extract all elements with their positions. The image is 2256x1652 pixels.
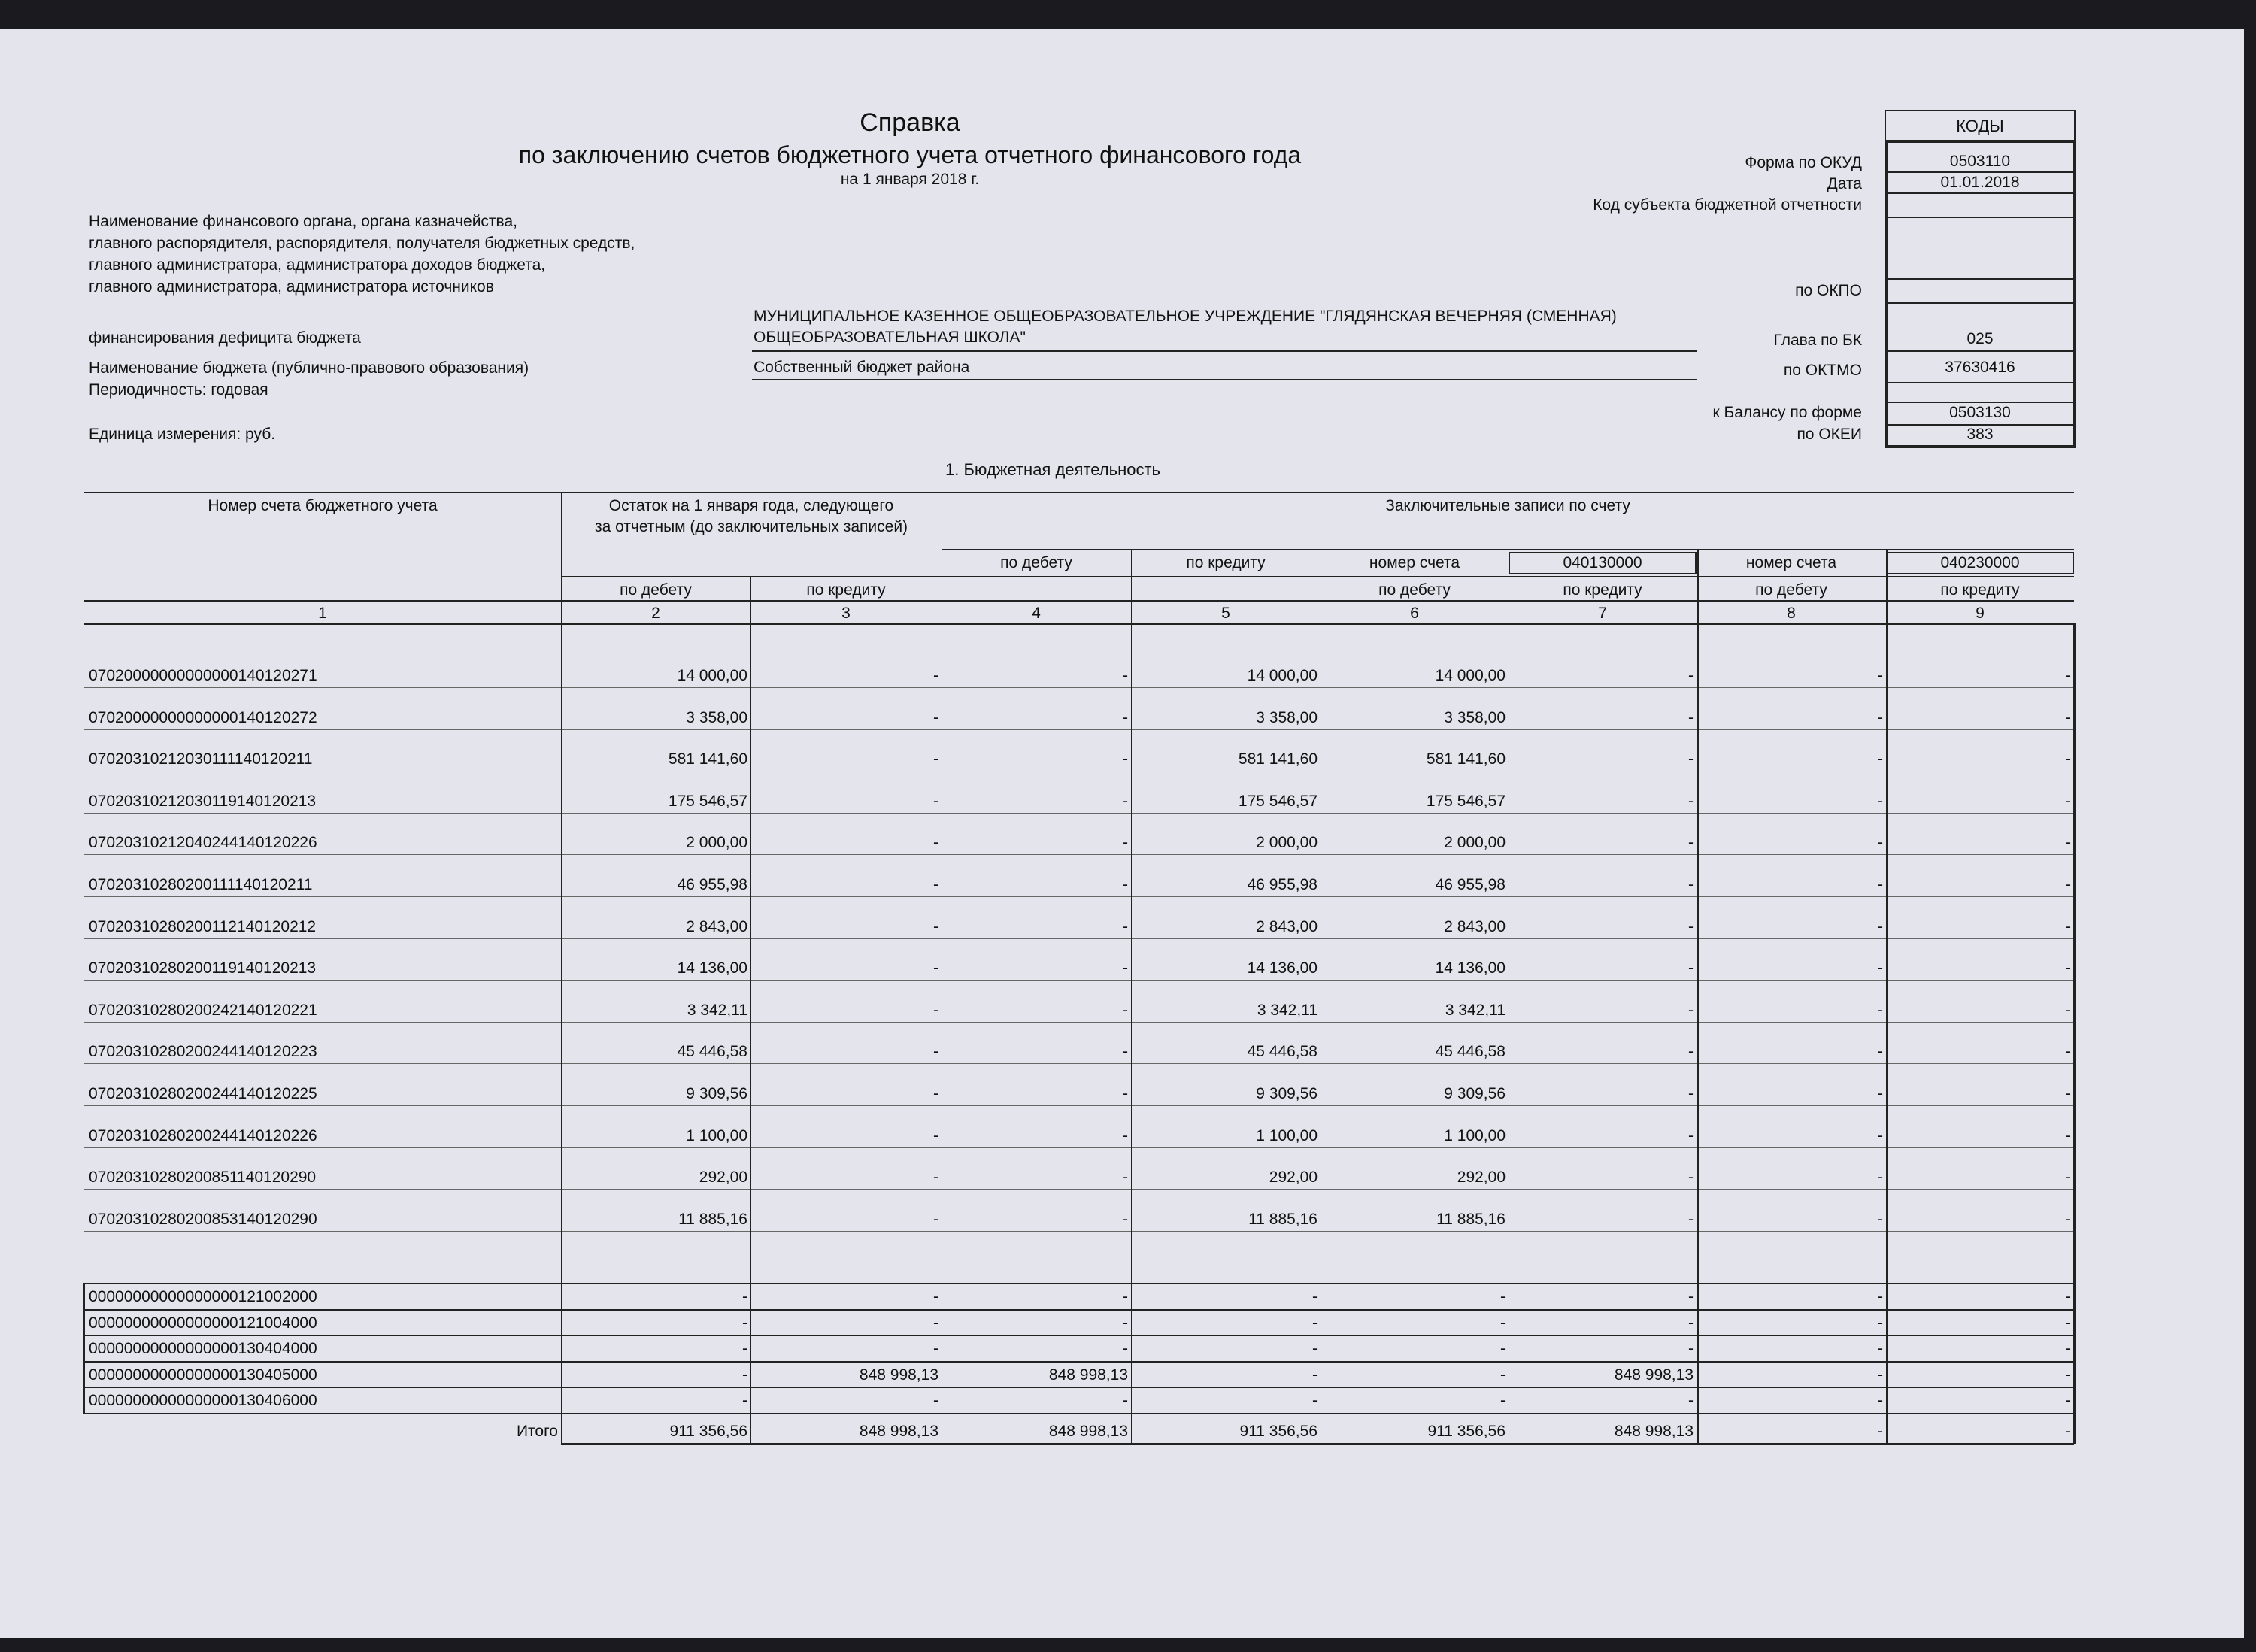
col-num-8: 8	[1787, 605, 1796, 622]
amount-cell-5: 14 136,00	[1247, 960, 1318, 976]
table-line	[84, 1283, 2074, 1284]
amount-cell-8: -	[1878, 1341, 1883, 1356]
account-number: 07020310280200119140120213	[89, 960, 317, 976]
amount-cell-7: -	[1688, 1128, 1694, 1144]
th-acc-2: 040230000	[1940, 554, 2020, 571]
amount-cell-2: -	[742, 1393, 747, 1408]
amount-cell-5: 581 141,60	[1238, 751, 1318, 767]
th-c9: по кредиту	[1940, 581, 2020, 599]
th-c3: по кредиту	[806, 581, 886, 599]
table-left-border	[83, 1283, 85, 1414]
amount-cell-5: -	[1312, 1367, 1318, 1383]
th-c8: по дебету	[1755, 581, 1827, 599]
amount-cell-2: 3 342,11	[687, 1002, 747, 1018]
oktmo-code: 37630416	[1945, 359, 2015, 376]
amount-cell-4: -	[1123, 1086, 1128, 1102]
amount-cell-2: -	[742, 1315, 747, 1331]
account-number: 07020310212040244140120226	[89, 835, 317, 850]
col-num-9: 9	[1976, 605, 1985, 622]
amount-cell-3: -	[933, 960, 938, 976]
amount-cell-8: -	[1878, 1086, 1883, 1102]
th-c2: по дебету	[620, 581, 692, 599]
amount-cell-2: -	[742, 1289, 747, 1305]
amount-cell-3: -	[933, 1002, 938, 1018]
budget-label: Наименование бюджета (публично-правового образования)	[89, 359, 529, 377]
amount-cell-7: 848 998,13	[1614, 1367, 1694, 1383]
amount-cell-8: -	[1878, 1169, 1883, 1185]
amount-cell-5: 3 358,00	[1256, 710, 1318, 726]
amount-cell-4: -	[1123, 1128, 1128, 1144]
amount-cell-9: -	[2066, 1367, 2071, 1383]
amount-cell-9: -	[2066, 1289, 2071, 1305]
balance-form-code: 0503130	[1949, 404, 2011, 421]
column-divider	[1697, 549, 1699, 1444]
amount-cell-8: -	[1878, 1002, 1883, 1018]
amount-cell-8: -	[1878, 1289, 1883, 1305]
table-top-line	[84, 492, 2074, 493]
account-number: 00000000000000000121002000	[89, 1289, 317, 1305]
account-number: 07020310280200244140120225	[89, 1086, 317, 1102]
amount-cell-8: -	[1878, 668, 1883, 684]
amount-cell-4: -	[1123, 1341, 1128, 1356]
account-number: 00000000000000000130405000	[89, 1367, 317, 1383]
column-divider	[1131, 549, 1132, 1444]
table-line	[84, 623, 2074, 625]
row-separator	[84, 938, 2074, 939]
amount-cell-2: 46 955,98	[677, 877, 747, 893]
amount-cell-5: 911 356,56	[1239, 1423, 1318, 1439]
amount-cell-7: -	[1688, 1289, 1694, 1305]
amount-cell-4: -	[1123, 1211, 1128, 1227]
report-date: на 1 января 2018 г.	[840, 171, 980, 188]
amount-cell-6: 175 546,57	[1426, 793, 1506, 809]
org-label-3: главного администратора, администратора доходов бюджета,	[89, 256, 546, 274]
amount-cell-5: 1 100,00	[1256, 1128, 1318, 1144]
row-separator	[84, 813, 2074, 814]
amount-cell-4: -	[1123, 1169, 1128, 1185]
okud-code: 0503110	[1949, 153, 2011, 170]
amount-cell-5: 2 000,00	[1256, 835, 1318, 850]
codes-line	[1885, 171, 2076, 173]
account-number: 00000000000000000121004000	[89, 1315, 317, 1331]
account-number: 07020310280200111140120211	[89, 877, 313, 893]
amount-cell-6: -	[1500, 1289, 1506, 1305]
codes-header: КОДЫ	[1956, 117, 2004, 135]
amount-cell-2: 292,00	[699, 1169, 747, 1185]
column-divider	[561, 492, 562, 1444]
amount-cell-5: 11 885,16	[1248, 1211, 1318, 1227]
budget-value: Собственный бюджет района	[754, 359, 970, 376]
th-balance-2: за отчетным (до заключительных записей)	[594, 518, 908, 535]
amount-cell-6: -	[1500, 1341, 1506, 1356]
col-num-4: 4	[1032, 605, 1041, 622]
amount-cell-7: -	[1688, 1086, 1694, 1102]
date-label: Дата	[1827, 175, 1862, 192]
amount-cell-9: -	[2066, 751, 2071, 767]
codes-line	[1885, 278, 2076, 280]
amount-cell-5: 175 546,57	[1238, 793, 1318, 809]
amount-cell-2: 14 000,00	[677, 668, 747, 684]
deficit-label: финансирования дефицита бюджета	[89, 329, 361, 347]
amount-cell-4: -	[1123, 960, 1128, 976]
codes-line	[1885, 217, 2076, 218]
amount-cell-7: -	[1688, 1211, 1694, 1227]
amount-cell-4: -	[1123, 668, 1128, 684]
amount-cell-2: 2 843,00	[686, 919, 747, 935]
amount-cell-3: -	[933, 1393, 938, 1408]
amount-cell-8: -	[1878, 835, 1883, 850]
amount-cell-5: -	[1312, 1289, 1318, 1305]
periodicity-label: Периодичность: годовая	[89, 381, 268, 399]
account-number: 07020310280200244140120223	[89, 1044, 317, 1059]
amount-cell-5: 46 955,98	[1247, 877, 1318, 893]
org-name-line-1: МУНИЦИПАЛЬНОЕ КАЗЕННОЕ ОБЩЕОБРАЗОВАТЕЛЬНОЕ УЧРЕЖДЕНИЕ "ГЛЯДЯНСКАЯ ВЕЧЕРНЯЯ (СМЕННАЯ)	[754, 308, 1617, 325]
amount-cell-2: -	[742, 1367, 747, 1383]
amount-cell-7: -	[1688, 835, 1694, 850]
table-right-border	[2073, 623, 2076, 1444]
amount-cell-6: 3 358,00	[1444, 710, 1506, 726]
amount-cell-3: -	[933, 919, 938, 935]
th-final-debit: по дебету	[1000, 554, 1072, 571]
amount-cell-8: -	[1878, 1128, 1883, 1144]
amount-cell-4: -	[1123, 1315, 1128, 1331]
amount-cell-8: -	[1878, 1393, 1883, 1408]
th-final-entries: Заключительные записи по счету	[1385, 497, 1630, 514]
amount-cell-2: 581 141,60	[668, 751, 747, 767]
amount-cell-4: -	[1123, 751, 1128, 767]
row-separator	[84, 1231, 2074, 1232]
th-balance-1: Остаток на 1 января года, следующего	[608, 497, 894, 514]
th-c6: по дебету	[1378, 581, 1451, 599]
amount-cell-7: -	[1688, 1315, 1694, 1331]
account-number: 07020000000000000140120272	[89, 710, 317, 726]
amount-cell-2: 175 546,57	[668, 793, 747, 809]
amount-cell-3: -	[933, 1128, 938, 1144]
amount-cell-3: -	[933, 668, 938, 684]
org-label-2: главного распорядителя, распорядителя, получателя бюджетных средств,	[89, 235, 635, 252]
amount-cell-2: -	[742, 1341, 747, 1356]
th-acc-no-1: номер счета	[1369, 554, 1460, 571]
org-label-1: Наименование финансового органа, органа казначейства,	[89, 213, 517, 230]
amount-cell-7: -	[1688, 960, 1694, 976]
amount-cell-8: -	[1878, 919, 1883, 935]
col-num-3: 3	[841, 605, 851, 622]
table-line	[84, 1335, 2074, 1336]
amount-cell-5: 292,00	[1269, 1169, 1318, 1185]
amount-cell-3: -	[933, 1086, 938, 1102]
amount-cell-8: -	[1878, 1044, 1883, 1059]
col-num-1: 1	[318, 605, 327, 622]
amount-cell-2: 1 100,00	[686, 1128, 747, 1144]
amount-cell-7: -	[1688, 710, 1694, 726]
amount-cell-7: -	[1688, 1341, 1694, 1356]
amount-cell-3: -	[933, 1289, 938, 1305]
amount-cell-3: 848 998,13	[859, 1367, 938, 1383]
oktmo-label: по ОКТМО	[1783, 362, 1862, 379]
amount-cell-5: -	[1312, 1393, 1318, 1408]
amount-cell-9: -	[2066, 1086, 2071, 1102]
codes-line	[1885, 302, 2076, 304]
table-bottom-line	[561, 1443, 2074, 1445]
amount-cell-5: -	[1312, 1341, 1318, 1356]
row-separator	[84, 980, 2074, 981]
amount-cell-2: 3 358,00	[686, 710, 747, 726]
amount-cell-8: -	[1878, 710, 1883, 726]
amount-cell-9: -	[2066, 919, 2071, 935]
amount-cell-9: -	[2066, 1169, 2071, 1185]
doc-subtitle: по заключению счетов бюджетного учета отчетного финансового года	[518, 141, 1302, 168]
amount-cell-7: -	[1688, 1393, 1694, 1408]
amount-cell-6: -	[1500, 1315, 1506, 1331]
amount-cell-3: -	[933, 793, 938, 809]
amount-cell-9: -	[2066, 710, 2071, 726]
amount-cell-8: -	[1878, 1423, 1883, 1439]
amount-cell-5: 2 843,00	[1256, 919, 1318, 935]
account-number: 07020310280200242140120221	[89, 1002, 317, 1018]
table-line	[84, 1413, 2074, 1414]
amount-cell-6: 46 955,98	[1435, 877, 1506, 893]
table-line	[84, 1361, 2074, 1363]
amount-cell-4: -	[1123, 1289, 1128, 1305]
table-line	[561, 576, 2074, 577]
amount-cell-4: -	[1123, 919, 1128, 935]
amount-cell-5: 9 309,56	[1256, 1086, 1318, 1102]
amount-cell-6: 2 843,00	[1444, 919, 1506, 935]
table-line	[942, 549, 2074, 550]
col-num-6: 6	[1410, 605, 1419, 622]
amount-cell-4: -	[1123, 1002, 1128, 1018]
amount-cell-6: -	[1500, 1367, 1506, 1383]
amount-cell-7: 848 998,13	[1614, 1423, 1694, 1439]
amount-cell-8: -	[1878, 793, 1883, 809]
amount-cell-7: -	[1688, 877, 1694, 893]
amount-cell-4: -	[1123, 793, 1128, 809]
column-divider	[750, 576, 751, 1444]
col-num-7: 7	[1598, 605, 1607, 622]
row-separator	[84, 1063, 2074, 1064]
amount-cell-6: 2 000,00	[1444, 835, 1506, 850]
row-separator	[84, 687, 2074, 688]
amount-cell-6: 14 000,00	[1435, 668, 1506, 684]
account-number: 00000000000000000130404000	[89, 1341, 317, 1356]
amount-cell-8: -	[1878, 960, 1883, 976]
amount-cell-2: 14 136,00	[677, 960, 747, 976]
amount-cell-9: -	[2066, 1341, 2071, 1356]
amount-cell-4: -	[1123, 877, 1128, 893]
th-account: Номер счета бюджетного учета	[208, 497, 438, 514]
amount-cell-7: -	[1688, 919, 1694, 935]
glava-label: Глава по БК	[1773, 332, 1862, 349]
account-number: 00000000000000000130406000	[89, 1393, 317, 1408]
balance-form-label: к Балансу по форме	[1712, 404, 1862, 421]
amount-cell-6: 911 356,56	[1427, 1423, 1506, 1439]
codes-line	[1885, 192, 2076, 194]
th-acc-no-2: номер счета	[1745, 554, 1837, 571]
amount-cell-3: -	[933, 1341, 938, 1356]
account-number: 07020310212030119140120213	[89, 793, 317, 809]
amount-cell-4: 848 998,13	[1048, 1423, 1128, 1439]
amount-cell-3: -	[933, 751, 938, 767]
amount-cell-9: -	[2066, 1002, 2071, 1018]
amount-cell-4: 848 998,13	[1048, 1367, 1128, 1383]
amount-cell-3: 848 998,13	[859, 1423, 938, 1439]
table-line	[84, 600, 2074, 602]
unit-label: Единица измерения: руб.	[89, 426, 276, 443]
subject-code-label: Код субъекта бюджетной отчетности	[1593, 196, 1862, 214]
col-num-2: 2	[651, 605, 660, 622]
amount-cell-9: -	[2066, 1393, 2071, 1408]
amount-cell-8: -	[1878, 1315, 1883, 1331]
amount-cell-4: -	[1123, 710, 1128, 726]
amount-cell-2: 911 356,56	[669, 1423, 747, 1439]
th-c7: по кредиту	[1563, 581, 1642, 599]
amount-cell-8: -	[1878, 751, 1883, 767]
row-separator	[84, 1147, 2074, 1148]
th-final-credit: по кредиту	[1186, 554, 1266, 571]
glava-code: 025	[1966, 330, 1994, 347]
codes-line	[1885, 382, 2076, 383]
budget-underline	[752, 379, 1697, 380]
amount-cell-9: -	[2066, 877, 2071, 893]
row-separator	[84, 896, 2074, 897]
amount-cell-9: -	[2066, 793, 2071, 809]
org-name-line-2: ОБЩЕОБРАЗОВАТЕЛЬНАЯ ШКОЛА"	[754, 329, 1026, 346]
amount-cell-9: -	[2066, 668, 2071, 684]
amount-cell-6: 581 141,60	[1426, 751, 1506, 767]
row-separator	[84, 729, 2074, 730]
codes-line	[1885, 350, 2076, 352]
amount-cell-9: -	[2066, 835, 2071, 850]
amount-cell-9: -	[2066, 1211, 2071, 1227]
row-separator	[84, 1189, 2074, 1190]
amount-cell-8: -	[1878, 1211, 1883, 1227]
amount-cell-7: -	[1688, 668, 1694, 684]
amount-cell-4: -	[1123, 1044, 1128, 1059]
column-divider	[1886, 549, 1888, 1444]
amount-cell-2: 2 000,00	[686, 835, 747, 850]
amount-cell-2: 9 309,56	[686, 1086, 747, 1102]
amount-cell-9: -	[2066, 1044, 2071, 1059]
amount-cell-2: 11 885,16	[678, 1211, 747, 1227]
amount-cell-4: -	[1123, 835, 1128, 850]
amount-cell-3: -	[933, 1315, 938, 1331]
amount-cell-5: 45 446,58	[1247, 1044, 1318, 1059]
account-number: 07020310280200851140120290	[89, 1169, 317, 1185]
amount-cell-6: 9 309,56	[1444, 1086, 1506, 1102]
amount-cell-3: -	[933, 710, 938, 726]
okpo-label: по ОКПО	[1795, 282, 1862, 299]
amount-cell-5: -	[1312, 1315, 1318, 1331]
amount-cell-6: 11 885,16	[1436, 1211, 1506, 1227]
org-label-4: главного администратора, администратора источников	[89, 278, 494, 296]
account-number: 07020310280200244140120226	[89, 1128, 317, 1144]
amount-cell-6: 14 136,00	[1435, 960, 1506, 976]
amount-cell-7: -	[1688, 793, 1694, 809]
amount-cell-5: 3 342,11	[1257, 1002, 1318, 1018]
row-separator	[84, 1022, 2074, 1023]
amount-cell-3: -	[933, 835, 938, 850]
amount-cell-8: -	[1878, 877, 1883, 893]
amount-cell-3: -	[933, 877, 938, 893]
amount-cell-7: -	[1688, 1169, 1694, 1185]
amount-cell-4: -	[1123, 1393, 1128, 1408]
amount-cell-6: -	[1500, 1393, 1506, 1408]
amount-cell-5: 14 000,00	[1247, 668, 1318, 684]
amount-cell-6: 292,00	[1457, 1169, 1506, 1185]
amount-cell-3: -	[933, 1044, 938, 1059]
amount-cell-8: -	[1878, 1367, 1883, 1383]
account-number: 07020310280200112140120212	[89, 919, 317, 935]
account-number: 07020310212030111140120211	[89, 751, 313, 767]
amount-cell-7: -	[1688, 1044, 1694, 1059]
codes-line	[1885, 402, 2076, 403]
amount-cell-2: 45 446,58	[677, 1044, 747, 1059]
amount-cell-9: -	[2066, 1128, 2071, 1144]
okei-label: по ОКЕИ	[1797, 426, 1862, 443]
account-number: Итого	[516, 1423, 558, 1439]
doc-title: Справка	[860, 108, 960, 137]
amount-cell-7: -	[1688, 1002, 1694, 1018]
amount-cell-6: 1 100,00	[1444, 1128, 1506, 1144]
amount-cell-3: -	[933, 1169, 938, 1185]
org-underline	[752, 350, 1697, 352]
section-title: 1. Бюджетная деятельность	[945, 460, 1160, 479]
okud-label: Форма по ОКУД	[1745, 154, 1862, 171]
okei-code: 383	[1966, 426, 1994, 443]
amount-cell-3: -	[933, 1211, 938, 1227]
amount-cell-9: -	[2066, 1315, 2071, 1331]
amount-cell-9: -	[2066, 1423, 2071, 1439]
amount-cell-9: -	[2066, 960, 2071, 976]
table-line	[84, 1309, 2074, 1311]
account-number: 07020310280200853140120290	[89, 1211, 317, 1227]
date-code: 01.01.2018	[1940, 174, 2020, 191]
account-number: 07020000000000000140120271	[89, 668, 317, 684]
table-line	[84, 1387, 2074, 1388]
col-num-5: 5	[1221, 605, 1230, 622]
row-separator	[84, 854, 2074, 855]
amount-cell-6: 45 446,58	[1435, 1044, 1506, 1059]
amount-cell-7: -	[1688, 751, 1694, 767]
amount-cell-6: 3 342,11	[1445, 1002, 1506, 1018]
th-acc-1: 040130000	[1563, 554, 1642, 571]
row-separator	[84, 1105, 2074, 1106]
